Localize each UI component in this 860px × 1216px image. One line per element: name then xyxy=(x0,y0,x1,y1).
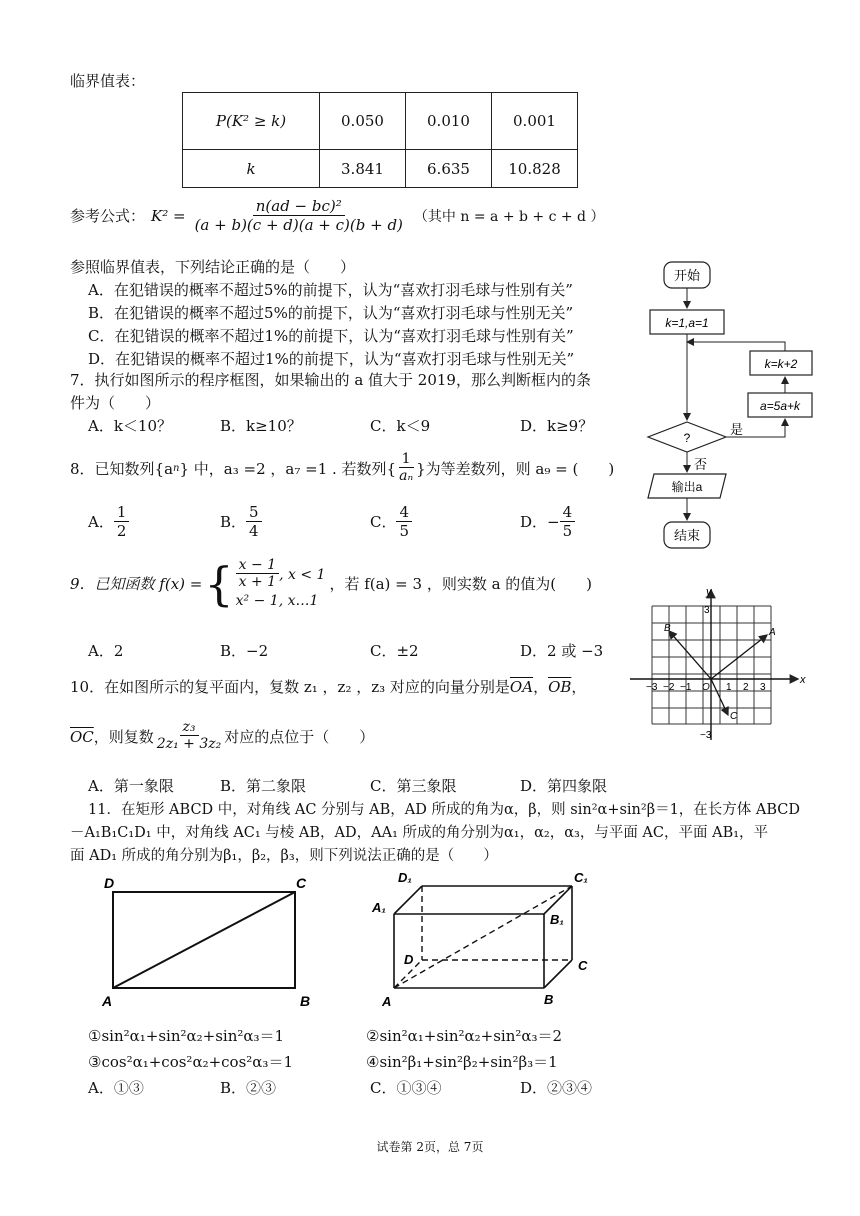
q9-option-a: A．2 xyxy=(88,642,124,660)
q10-stem-text: 10．在如图所示的复平面内，复数 z₁ ，z₂ ，z₃ 对应的向量分别是 xyxy=(70,678,510,696)
y-tick-bottom: −3 xyxy=(700,730,712,741)
q8-option-c xyxy=(370,504,412,540)
frac-num: 1 xyxy=(114,504,130,522)
q8-option-b xyxy=(220,504,262,540)
critical-value-table xyxy=(182,92,578,188)
y-axis-label: y xyxy=(706,586,712,598)
q8-stem-part-a: 8．已知数列{a xyxy=(70,460,174,479)
q9-case1-fraction xyxy=(236,558,279,591)
vector-oc: $\overline{OC}$ xyxy=(70,727,94,746)
q11-option-d: D．②③④ xyxy=(520,1079,593,1097)
box-label-a1: A₁ xyxy=(372,900,386,915)
rect-label-d: D xyxy=(104,875,115,891)
q8-option-fraction xyxy=(114,504,130,540)
frac-den: x + 1 xyxy=(238,574,277,591)
q8-stem-part-c: }为等差数列，则 a₉ = ( ) xyxy=(416,460,615,479)
q7-stem-line1: 7．执行如图所示的程序框图，如果输出的 a 值大于 2019，那么判断框内的条 xyxy=(70,371,591,389)
y-tick-top: 3 xyxy=(704,605,710,616)
table-title: 临界值表： xyxy=(70,72,146,90)
q9-case1 xyxy=(236,558,326,591)
q7-option-a: A．k＜10？ xyxy=(88,417,173,435)
point-a-label: A xyxy=(769,627,776,638)
vector-oa: $\overline{OA}$ xyxy=(509,677,534,696)
frac-den: 4 xyxy=(249,521,259,540)
page-footer: 试卷第 2页，总 7页 xyxy=(376,1140,484,1154)
q8-frac-den: aₙ xyxy=(399,468,414,485)
flow-update-k-label: k=k+2 xyxy=(764,357,798,371)
formula-denominator: (a + b)(c + d)(a + c)(b + d) xyxy=(194,215,403,234)
box-label-d1: D₁ xyxy=(398,870,412,885)
frac-den: 5 xyxy=(562,521,573,540)
q8-option-fraction xyxy=(560,504,576,540)
frac-den: 2z₁ + 3z₂ xyxy=(156,736,222,753)
box-label-b: B xyxy=(544,992,554,1007)
q8-option-a xyxy=(88,504,129,540)
q8-option-label: A． xyxy=(88,513,114,532)
q11-statement-4: ④sin²β₁+sin²β₂+sin²β₃＝1 xyxy=(366,1053,558,1071)
formula-fraction xyxy=(192,198,406,234)
table-row2-label: k xyxy=(183,150,320,188)
flow-output-label: 输出a xyxy=(671,480,703,494)
table-cell: 10.828 xyxy=(492,150,578,188)
reference-formula xyxy=(70,198,604,234)
q10-line1: 10．在如图所示的复平面内，复数 z₁ ，z₂ ，z₃ 对应的向量分别是 $\overline{OA}$ ， $\overline{OB}$ ， xyxy=(70,677,587,696)
frac-num: z₃ xyxy=(180,720,199,736)
x-tick: −2 xyxy=(663,682,675,693)
frac-den: 5 xyxy=(399,521,410,540)
q7-option-d: D．k≥9？ xyxy=(520,417,594,435)
formula-lhs: K² = xyxy=(151,206,186,225)
box-label-c: C xyxy=(578,958,588,973)
x-tick: −3 xyxy=(646,682,658,693)
q7-stem-line2: 件为（ ） xyxy=(70,394,161,412)
rect-label-b: B xyxy=(300,993,311,1009)
frac-num: 4 xyxy=(396,504,412,522)
rectangle-figure xyxy=(96,872,326,1014)
rect-label-a: A xyxy=(102,993,113,1009)
flowchart-figure xyxy=(636,258,826,554)
point-c-label: C xyxy=(730,711,738,722)
q8-option-label: C． xyxy=(370,513,397,532)
q8-stem: 8．已知数列{a n } 中，a₃ =2 ，a₇ =1 . 若数列{ $\frac{1}{\text{aₙ}}$ }为等差数列，则 a₉ = ( ) xyxy=(70,451,615,485)
x-tick: −1 xyxy=(680,682,692,693)
flow-yes-label: 是 xyxy=(730,422,744,437)
complex-plane-figure xyxy=(622,584,808,746)
q8-option-sign: − xyxy=(547,512,560,531)
q11-option-b: B．②③ xyxy=(220,1079,277,1097)
q10-option-d: D．第四象限 xyxy=(520,777,608,795)
q11-statement-3: ③cos²α₁+cos²α₂+cos²α₃＝1 xyxy=(88,1053,293,1071)
q8-option-fraction xyxy=(246,504,262,540)
q7-option-c: C．k＜9 xyxy=(370,417,431,435)
q10-line2-text: ，则复数 xyxy=(93,728,154,747)
q9-stem xyxy=(70,558,592,609)
formula-prefix: 参考公式： xyxy=(70,207,146,226)
q6-option-c: C．在犯错误的概率不超过1%的前提下，认为“喜欢打羽毛球与性别有关” xyxy=(88,327,574,345)
box-label-c1: C₁ xyxy=(574,870,588,885)
q11-statement-2: ②sin²α₁+sin²α₂+sin²α₃＝2 xyxy=(366,1027,563,1045)
q8-option-d xyxy=(520,504,575,540)
flow-start-label: 开始 xyxy=(673,268,701,283)
q11-line3: 面 AD₁ 所成的角分别为β₁，β₂，β₃，则下列说法正确的是（ ） xyxy=(70,848,498,864)
q10-line2-end: 对应的点位于（ ） xyxy=(224,728,375,747)
brace-icon: { xyxy=(204,556,234,611)
q9-option-c: C．±2 xyxy=(370,642,419,660)
formula-note: （其中 n = a + b + c + d ） xyxy=(413,208,605,225)
table-cell: 0.001 xyxy=(492,93,578,150)
q6-option-a: A．在犯错误的概率不超过5%的前提下，认为“喜欢打羽毛球与性别有关” xyxy=(88,281,573,299)
flow-end-label: 结束 xyxy=(673,528,701,543)
flow-no-label: 否 xyxy=(694,457,708,472)
q9-case1-condition: , x < 1 xyxy=(279,566,326,583)
q9-option-d: D．2 或 −3 xyxy=(520,642,604,660)
q11-line2: －A₁B₁C₁D₁ 中，对角线 AC₁ 与棱 AB，AD，AA₁ 所成的角分别为α₁，α₂，α₃，与平面 AC，平面 AB₁，平 xyxy=(70,825,769,841)
frac-num: x − 1 xyxy=(236,558,279,574)
q11-option-c: C．①③④ xyxy=(370,1079,442,1097)
q8-stem-part-b: } 中，a₃ =2 ，a₇ =1 . 若数列{ xyxy=(179,460,397,479)
box-label-b1: B₁ xyxy=(550,912,564,927)
q11-option-a: A．①③ xyxy=(88,1079,144,1097)
q8-frac-num: 1 xyxy=(399,452,414,468)
frac-den: 2 xyxy=(116,521,127,540)
x-tick: 3 xyxy=(760,682,766,693)
point-b-label: B xyxy=(664,623,671,634)
q8-option-fraction xyxy=(396,504,412,540)
origin-label: O xyxy=(702,682,710,693)
table-cell: 0.050 xyxy=(320,93,406,150)
x-axis-label: x xyxy=(800,674,806,686)
frac-num: 5 xyxy=(246,504,262,522)
table-cell: 3.841 xyxy=(320,150,406,188)
q9-stem-part-a: 9．已知函数 f(x) = xyxy=(70,575,203,594)
q9-piecewise xyxy=(236,558,326,609)
q7-option-b: B．k≥10？ xyxy=(220,417,302,435)
cuboid-figure xyxy=(366,866,606,1012)
q6-option-d: D．在犯错误的概率不超过1%的前提下，认为“喜欢打羽毛球与性别无关” xyxy=(88,350,575,368)
q10-line2 xyxy=(70,720,374,753)
q9-stem-part-b: ，若 f(a) = 3 ，则实数 a 的值为( ) xyxy=(329,575,593,594)
box-label-d: D xyxy=(404,952,414,967)
x-tick: 2 xyxy=(743,682,749,693)
table-row1-label: P(K² ≥ k) xyxy=(183,93,320,150)
q8-option-label: B． xyxy=(220,513,247,532)
box-label-a: A xyxy=(382,994,392,1009)
q10-fraction xyxy=(154,720,224,753)
q10-option-b: B．第二象限 xyxy=(220,777,307,795)
vector-ob: $\overline{OB}$ xyxy=(548,677,572,696)
rect-label-c: C xyxy=(296,875,307,891)
flow-update-a-label: a=5a+k xyxy=(759,399,801,413)
q6-option-b: B．在犯错误的概率不超过5%的前提下，认为“喜欢打羽毛球与性别无关” xyxy=(88,304,574,322)
q9-option-b: B．−2 xyxy=(220,642,269,660)
table-cell: 6.635 xyxy=(406,150,492,188)
q6-stem: 参照临界值表，下列结论正确的是（ ） xyxy=(70,258,356,276)
flow-condition-label: ? xyxy=(683,431,691,445)
x-tick: 1 xyxy=(726,682,732,693)
q9-case2: x² − 1, x…1 xyxy=(235,593,319,610)
q10-option-c: C．第三象限 xyxy=(370,777,457,795)
q11-statement-1: ①sin²α₁+sin²α₂+sin²α₃＝1 xyxy=(88,1027,285,1045)
formula-numerator: n(ad − bc)² xyxy=(253,198,345,216)
q11-line1: 11．在矩形 ABCD 中，对角线 AC 分别与 AB，AD 所成的角为α，β，则 sin²α+sin²β＝1，在长方体 ABCD xyxy=(88,802,801,818)
flow-init-label: k=1,a=1 xyxy=(665,316,709,330)
table-cell: 0.010 xyxy=(406,93,492,150)
frac-num: 4 xyxy=(560,504,576,522)
q10-option-a: A．第一象限 xyxy=(88,777,174,795)
q8-fraction xyxy=(396,452,416,485)
q8-option-label: D． xyxy=(520,513,548,532)
